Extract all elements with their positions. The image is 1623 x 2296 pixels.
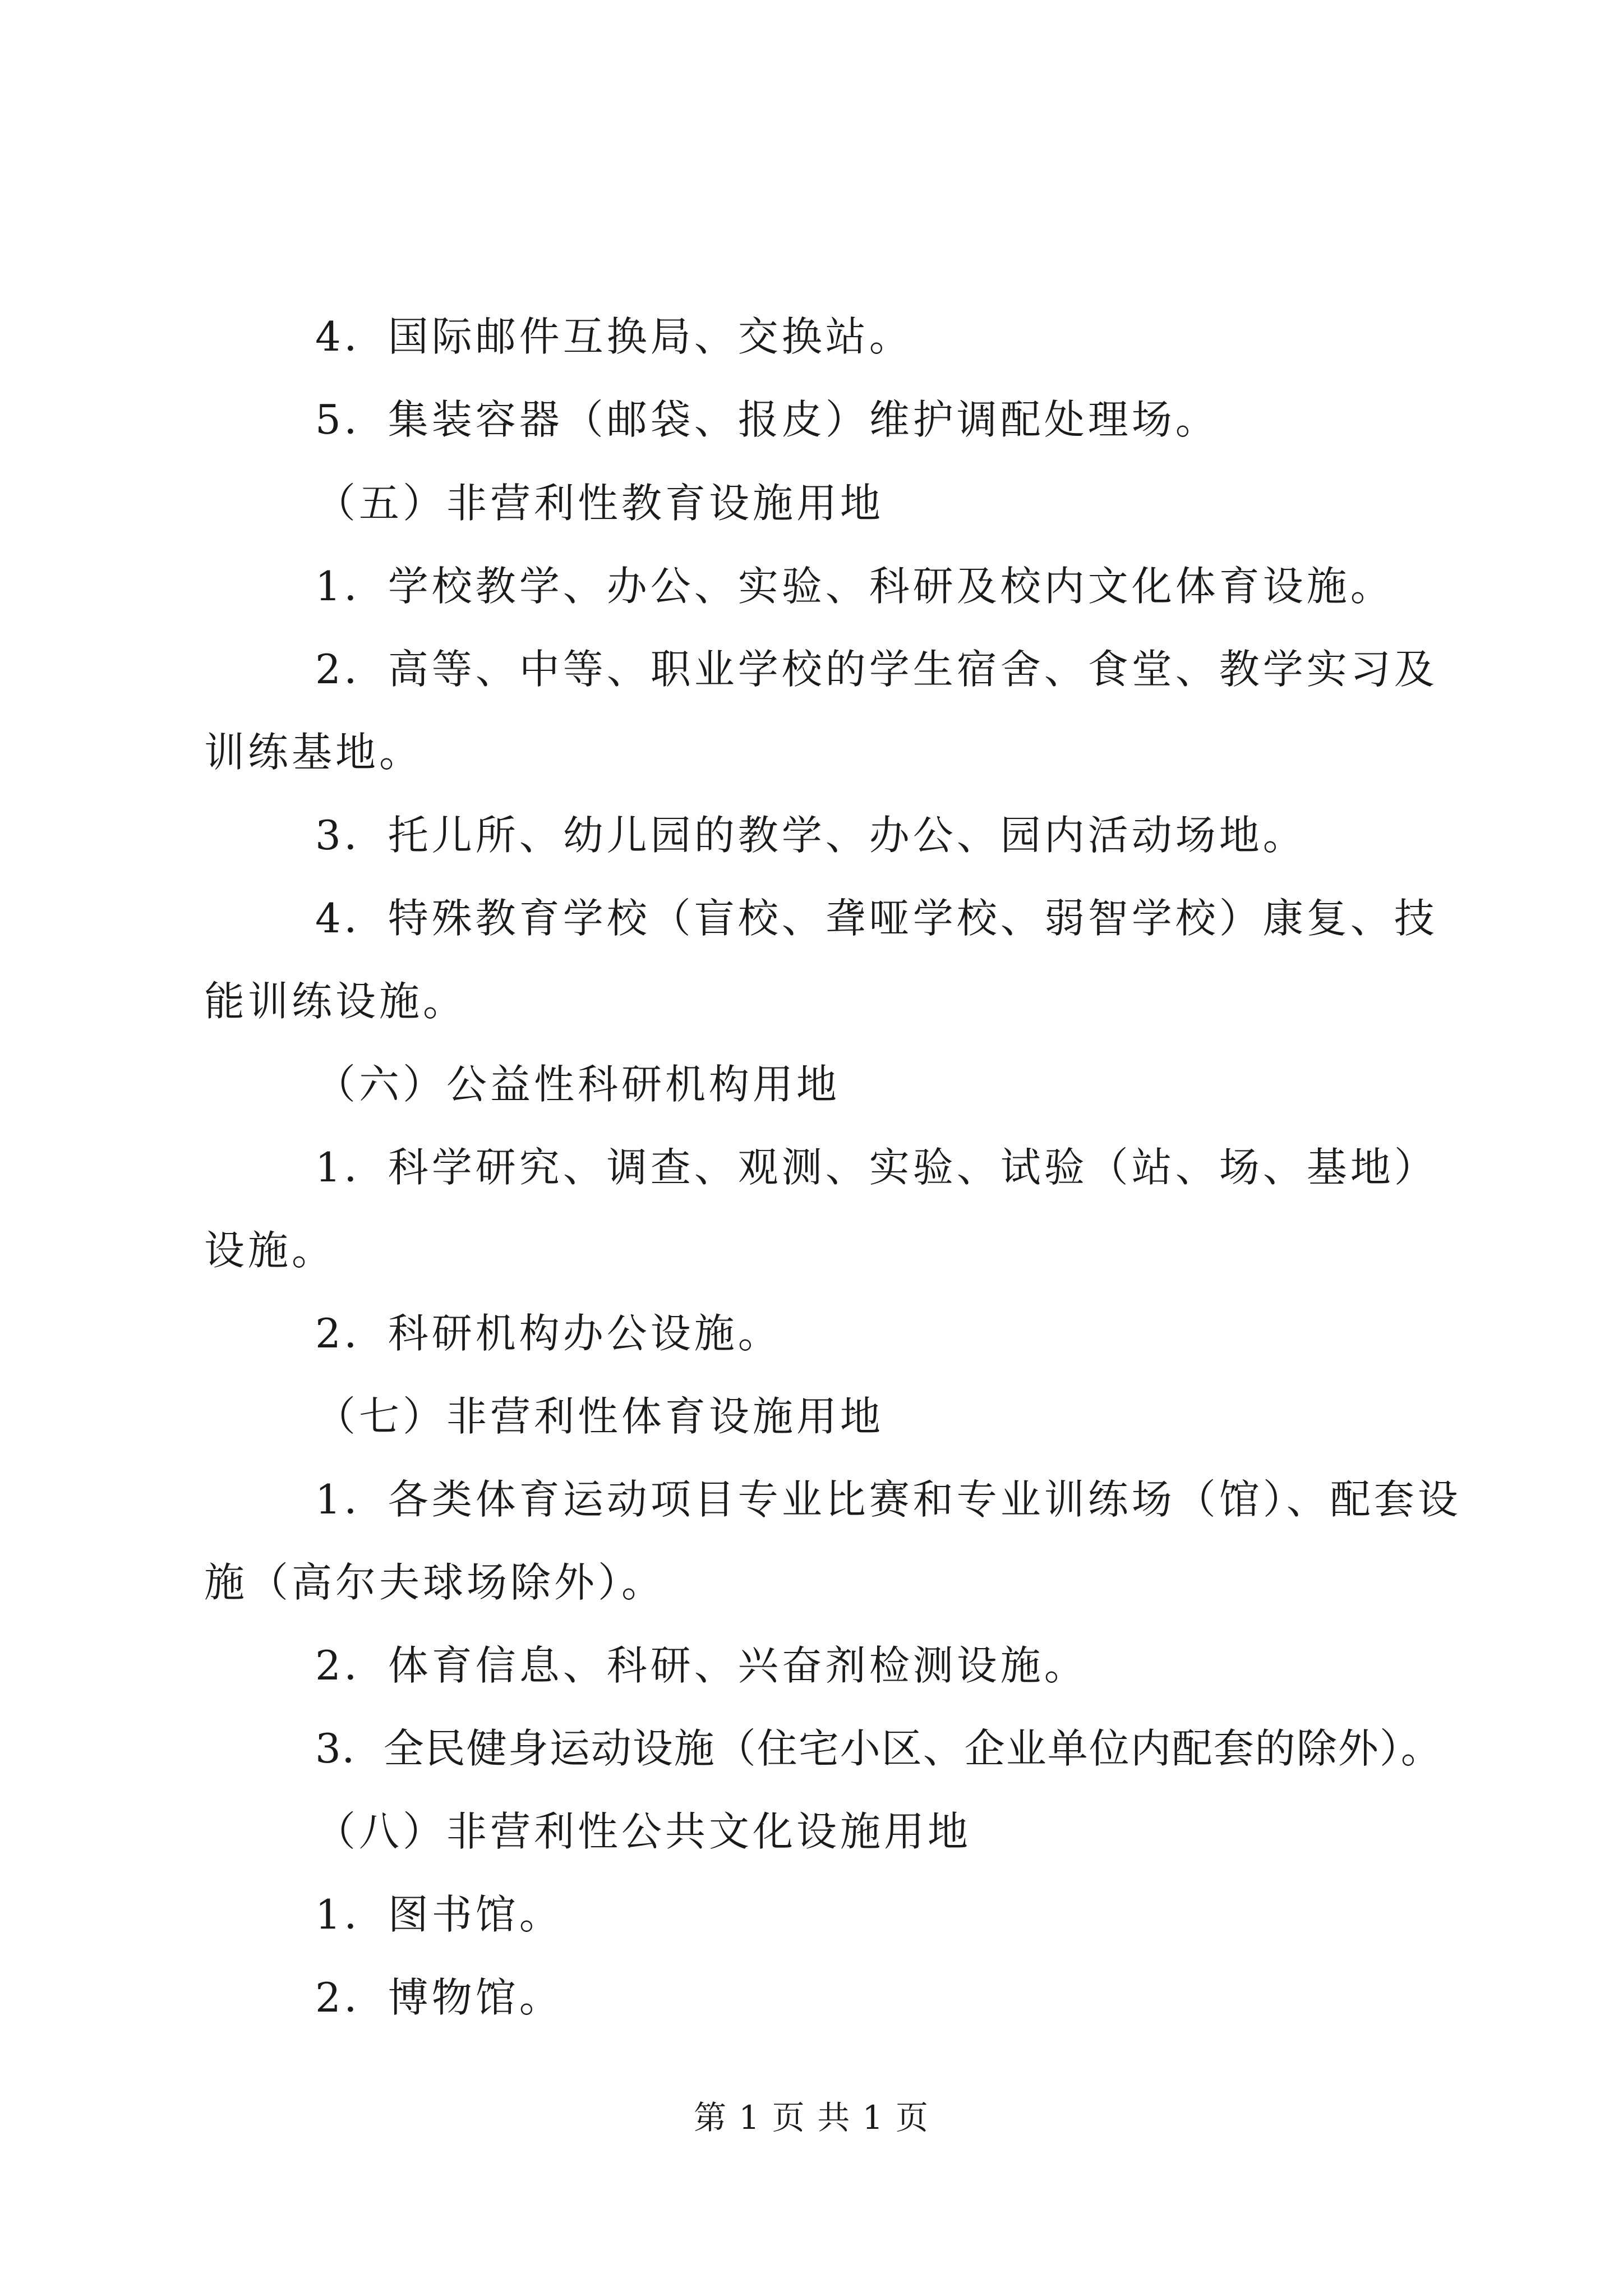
paragraph-line-1: 4．国际邮件互换局、交换站。 bbox=[315, 313, 913, 360]
paragraph-line-12: 设施。 bbox=[204, 1227, 336, 1274]
paragraph-line-8: 4．特殊教育学校（盲校、聋哑学校、弱智学校）康复、技 bbox=[315, 895, 1438, 942]
page-number-footer: 第 1 页 共 1 页 bbox=[694, 2099, 929, 2137]
paragraph-line-15: 1．各类体育运动项目专业比赛和专业训练场（馆）、配套设 bbox=[315, 1476, 1461, 1523]
paragraph-line-6: 训练基地。 bbox=[204, 729, 423, 776]
paragraph-line-5: 2．高等、中等、职业学校的学生宿舍、食堂、教学实习及 bbox=[315, 646, 1438, 693]
paragraph-line-20: 1．图书馆。 bbox=[315, 1891, 563, 1938]
section-heading-8: （八）非营利性公共文化设施用地 bbox=[315, 1808, 972, 1855]
paragraph-line-13: 2．科研机构办公设施。 bbox=[315, 1310, 782, 1357]
paragraph-line-18: 3．全民健身运动设施（住宅小区、企业单位内配套的除外）。 bbox=[315, 1725, 1442, 1772]
section-heading-7: （七）非营利性体育设施用地 bbox=[315, 1393, 884, 1440]
paragraph-line-2: 5．集装容器（邮袋、报皮）维护调配处理场。 bbox=[315, 396, 1219, 443]
paragraph-line-11: 1．科学研究、调查、观测、实验、试验（站、场、基地） bbox=[315, 1144, 1438, 1191]
paragraph-line-16: 施（高尔夫球场除外）。 bbox=[204, 1559, 666, 1606]
paragraph-line-4: 1．学校教学、办公、实验、科研及校内文化体育设施。 bbox=[315, 563, 1394, 610]
paragraph-line-17: 2．体育信息、科研、兴奋剂检测设施。 bbox=[315, 1642, 1088, 1689]
section-heading-6: （六）公益性科研机构用地 bbox=[315, 1061, 841, 1108]
paragraph-line-7: 3．托儿所、幼儿园的教学、办公、园内活动场地。 bbox=[315, 812, 1307, 859]
paragraph-line-9: 能训练设施。 bbox=[204, 978, 467, 1025]
section-heading-5: （五）非营利性教育设施用地 bbox=[315, 480, 884, 527]
paragraph-line-21: 2．博物馆。 bbox=[315, 1974, 563, 2021]
